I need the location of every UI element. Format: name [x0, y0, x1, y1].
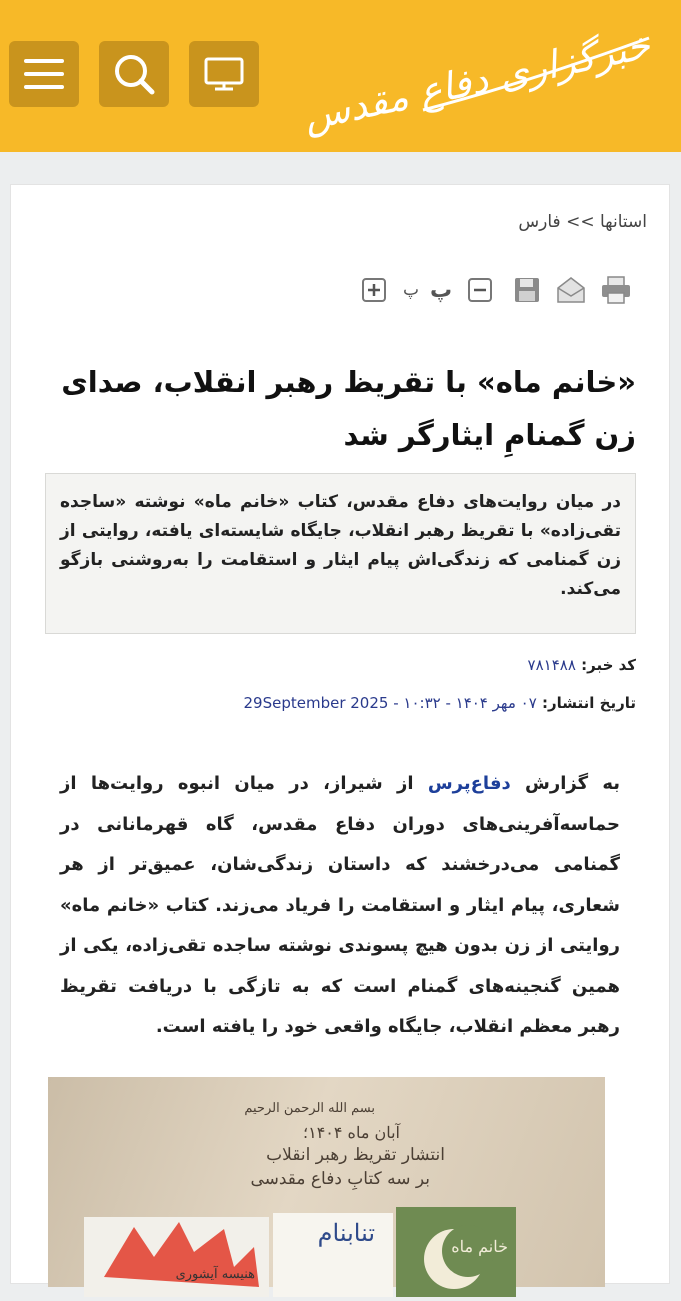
- logo-calligraphy: [299, 14, 663, 140]
- publish-date-label: تاریخ انتشار:: [542, 694, 636, 712]
- news-code-label: کد خبر:: [581, 656, 636, 674]
- flame-art: [84, 1217, 269, 1297]
- site-logo[interactable]: [299, 14, 663, 140]
- image-date-text: آبان ماه ۱۴۰۴؛: [303, 1123, 400, 1142]
- book-cover: [396, 1207, 516, 1297]
- article-title: «خانم ماه» با تقریظ رهبر انقلاب، صدای زن گمنامِ ایثارگر شد: [61, 365, 636, 452]
- news-code-value: ۷۸۱۴۸۸: [527, 656, 576, 674]
- article-toolbar: [358, 272, 634, 308]
- zoom-in-button[interactable]: [358, 272, 390, 308]
- image-caption-line: بر سه کتابِ دفاع مقدسی: [250, 1169, 430, 1189]
- print-icon: [600, 275, 632, 305]
- book-title: تنابنام: [317, 1219, 375, 1247]
- body-intro: به گزارش: [510, 773, 620, 794]
- book-cover: [273, 1213, 393, 1297]
- breadcrumb[interactable]: استانها >> فارس: [518, 212, 647, 232]
- zoom-out-icon: [467, 277, 493, 303]
- article-lead: در میان روایت‌های دفاع مقدس، کتاب «خانم ماه» نوشته «ساجده تقی‌زاده» با تقریظ رهبر انقلاب، جایگاه شایسته‌ای یافته، روایتی از زن گمنامی که زندگی‌اش پیام ایثار و استقامت را به‌روشنی بازگو می‌کند.: [45, 473, 636, 634]
- save-button[interactable]: [510, 272, 544, 308]
- monitor-icon: [204, 57, 244, 91]
- search-icon: [112, 52, 156, 96]
- article-image[interactable]: [48, 1077, 605, 1287]
- save-icon: [513, 276, 541, 304]
- zoom-in-icon: [361, 277, 387, 303]
- body-rest: از شیراز، در میان انبوه روایت‌ها از حماسه‌آفرینی‌های دوران دفاع مقدس، گاه قهرمانانی در گمنامی می‌درخشند که داستان زندگی‌شان، عمیق‌تر از هر شعاری، پیام ایثار و استقامت را فریاد می‌زند. کتاب «خانم ماه» روایتی از زن بدون هیچ پسوندی نوشته ساجده تقی‌زاده، یکی از همین گنجینه‌های گمنام است که به تازگی با دریافت تقریظ رهبر معظم انقلاب، جایگاه واقعی خود را یافته است.: [60, 773, 620, 1037]
- logo-text: خبرگزاری دفاع مقدس: [299, 22, 654, 140]
- book-cover: [84, 1217, 269, 1297]
- publish-date: [244, 694, 637, 712]
- email-button[interactable]: [554, 272, 588, 308]
- font-small-label[interactable]: پ: [402, 280, 419, 300]
- search-button[interactable]: [99, 41, 169, 107]
- tv-button[interactable]: [189, 41, 259, 107]
- book-title: خانم ماه: [451, 1237, 508, 1256]
- article-body: [60, 764, 620, 1048]
- site-header: [0, 0, 681, 152]
- image-caption-line: انتشار تقریظ رهبر انقلاب: [266, 1145, 445, 1165]
- image-basmala: بسم الله الرحمن الرحیم: [244, 1101, 375, 1116]
- book-title: هنیسه آیشوری: [175, 1267, 255, 1282]
- print-button[interactable]: [598, 272, 634, 308]
- source-link[interactable]: دفاع‌پرس: [427, 773, 511, 794]
- font-large-label[interactable]: پ: [429, 277, 453, 303]
- publish-date-value: ۰۷ مهر ۱۴۰۴ - ۱۰:۳۲ - 29September 2025: [243, 694, 537, 712]
- news-code: [528, 656, 636, 674]
- email-icon: [556, 276, 586, 304]
- menu-icon: [23, 56, 65, 92]
- zoom-out-button[interactable]: [464, 272, 496, 308]
- menu-button[interactable]: [9, 41, 79, 107]
